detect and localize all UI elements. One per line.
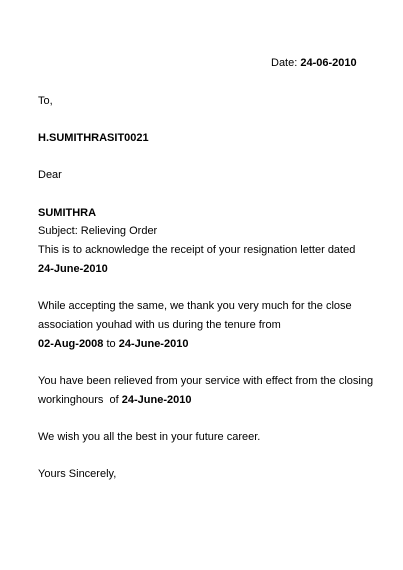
paragraph2-line1: You have been relieved from your service with effect from the closing xyxy=(38,375,374,387)
salutation: Dear xyxy=(38,169,62,181)
acknowledge-line: This is to acknowledge the receipt of your resignation letter dated xyxy=(38,244,356,256)
tenure-end: 24-June-2010 xyxy=(118,338,189,350)
tenure-to: to xyxy=(106,338,116,350)
date-line xyxy=(271,56,357,70)
closing-line: Yours Sincerely, xyxy=(38,468,117,480)
recipient-name: SUMITHRA xyxy=(38,207,97,219)
recipient-id: H.SUMITHRASIT0021 xyxy=(38,132,149,144)
paragraph2-line2 xyxy=(38,393,192,407)
tenure-start: 02-Aug-2008 xyxy=(38,338,104,350)
paragraph1-line1: While accepting the same, we thank you very much for the close xyxy=(38,300,352,312)
paragraph1-line2: association youhad with us during the tenure from xyxy=(38,319,281,331)
tenure-line xyxy=(38,337,188,351)
to-line: To, xyxy=(38,95,53,107)
paragraph2-date: 24-June-2010 xyxy=(121,394,192,406)
subject-line: Subject: Relieving Order xyxy=(38,225,158,237)
date-value: 24-06-2010 xyxy=(300,57,357,69)
acknowledge-date: 24-June-2010 xyxy=(38,263,108,275)
paragraph2-prefix: workinghours of xyxy=(38,394,119,406)
wish-line: We wish you all the best in your future career. xyxy=(38,431,261,443)
date-label: Date: xyxy=(271,57,298,69)
